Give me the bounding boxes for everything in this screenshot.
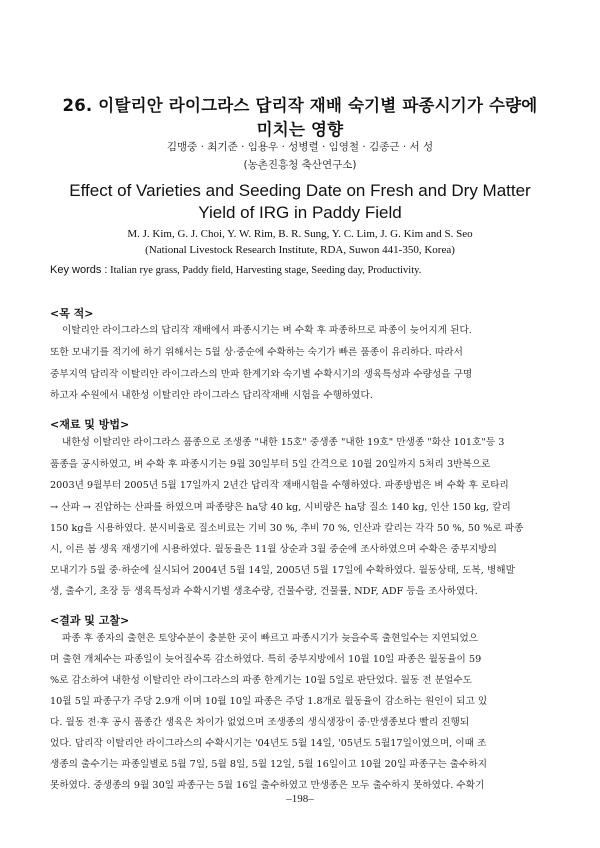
methods-line: 모내기가 5월 중·하순에 실시되어 2004년 5월 14일, 2005년 5월 17일에 수확하였다. 월동상태, 도복, 병해발: [50, 565, 515, 576]
title-english-line-1: Effect of Varieties and Seeding Date on Fresh and Dry Matter: [69, 181, 531, 200]
results-line: 파종 후 종자의 출현은 토양수분이 충분한 곳이 빠르고 파종시기가 늦을수록 출현일수는 지연되었으: [62, 633, 479, 644]
purpose-line: 중부지역 답리작 이탈리안 라이그라스의 만파 한계기와 숙기별 수확시기의 생육특성과 수량성을 구명: [50, 369, 473, 380]
methods-line: → 산파 → 진압하는 산파를 하였으며 파종량은 ha당 40 kg, 시비량은 ha당 질소 140 kg, 인산 150 kg, 칼리: [50, 502, 511, 513]
section-heading-results: <결과 및 고찰>: [50, 614, 130, 627]
keywords-label: Key words :: [50, 264, 108, 276]
results-line: 다. 월동 전·후 공시 품종간 생육은 차이가 없었으며 조생종의 생식생장이 중·만생종보다 빨리 진행되: [50, 717, 470, 728]
methods-line: 내한성 이탈리안 라이그라스 품종으로 조생종 "내한 15호" 중생종 "내한 19호" 만생종 "화산 101호"등 3: [62, 437, 505, 448]
results-line: %로 감소하여 내한성 이탈리안 라이그라스의 파종 한계기는 10월 5일로 판단었다. 월동 전 분얼수도: [50, 675, 472, 686]
methods-line: 2003년 9월부터 2005년 5월 17일까지 2년간 답리작 재배시험을 수행하였다. 파종방법은 벼 수확 후 로타리: [50, 480, 509, 491]
results-line: 생종의 출수기는 파종일별로 5월 7일, 5월 8일, 5월 12일, 5월 16일이고 10월 20일 파종구는 출수하지: [50, 759, 488, 770]
purpose-line: 하고자 수원에서 내한성 이탈리안 라이그라스 답리작재배 시험을 수행하였다.: [50, 390, 373, 401]
purpose-line: 또한 모내기를 적기에 하기 위해서는 5월 상·중순에 수확하는 숙기가 빠른 품종이 유리하다. 따라서: [50, 347, 463, 358]
title-english-line-2: Yield of IRG in Paddy Field: [198, 203, 402, 222]
results-line: 10월 5일 파종구가 주당 2.9개 이며 10월 10일 파종은 주당 1.8개로 월동율이 감소하는 원인이 되고 있: [50, 696, 488, 707]
institution-korean: (농촌진흥청 축산연구소): [243, 159, 357, 171]
purpose-line: 이탈리안 라이그라스의 답리작 재배에서 파종시기는 벼 수확 후 파종하므로 파종이 늦어지게 된다.: [62, 325, 472, 336]
section-heading-methods: <재료 및 방법>: [50, 418, 130, 431]
methods-line: 생, 출수기, 초장 등 생육특성과 수확시기별 생초수량, 건물수량, 건물률, NDF, ADF 등을 조사하였다.: [50, 586, 478, 597]
results-line: 었다. 답리작 이탈리안 라이그라스의 수확시기는 '04년도 5월 14일, '05년도 5월17일이였으며, 이때 조: [50, 738, 487, 749]
methods-line: 품종을 공시하였고, 벼 수확 후 파종시기는 9월 30일부터 5일 간격으로 10월 20일까지 5처리 3반복으로: [50, 459, 491, 470]
page-number: –198–: [286, 793, 314, 805]
section-heading-purpose: <목 적>: [50, 307, 94, 320]
institution-english: (National Livestock Research Institute, RDA, Suwon 441-350, Korea): [145, 244, 455, 256]
keywords: [50, 264, 570, 276]
title-korean-line-1: 26. 이탈리안 라이그라스 답리작 재배 숙기별 파종시기가 수량에: [62, 96, 538, 115]
authors-english: M. J. Kim, G. J. Choi, Y. W. Rim, B. R. Sung, Y. C. Lim, J. G. Kim and S. Seo: [127, 228, 473, 240]
authors-korean: 김맹중 · 최기준 · 임용우 · 성병렬 · 임영철 · 김종근 · 서 성: [166, 141, 434, 153]
results-line: 못하였다. 중생종의 9월 30일 파종구는 5월 16일 출수하였고 만생종은 모두 출수하지 못하였다. 수확기: [50, 780, 485, 791]
results-line: 며 출현 개체수는 파종일이 늦어질수록 감소하였다. 특히 중부지방에서 10월 10일 파종은 월동율이 59: [50, 654, 482, 665]
methods-line: 150 kg을 시용하였다. 분시비율로 질소비료는 기비 30 %, 추비 70 %, 인산과 칼리는 각각 50 %, 50 %로 파종: [50, 523, 524, 534]
methods-line: 시, 이른 봄 생육 재생기에 시용하였다. 월동율은 11월 상순과 3월 중순에 조사하였으며 수확은 중부지방의: [50, 544, 497, 555]
keywords-text: Italian rye grass, Paddy field, Harvesting stage, Seeding day, Productivity.: [110, 265, 422, 276]
title-korean-line-2: 미치는 영향: [256, 120, 344, 139]
